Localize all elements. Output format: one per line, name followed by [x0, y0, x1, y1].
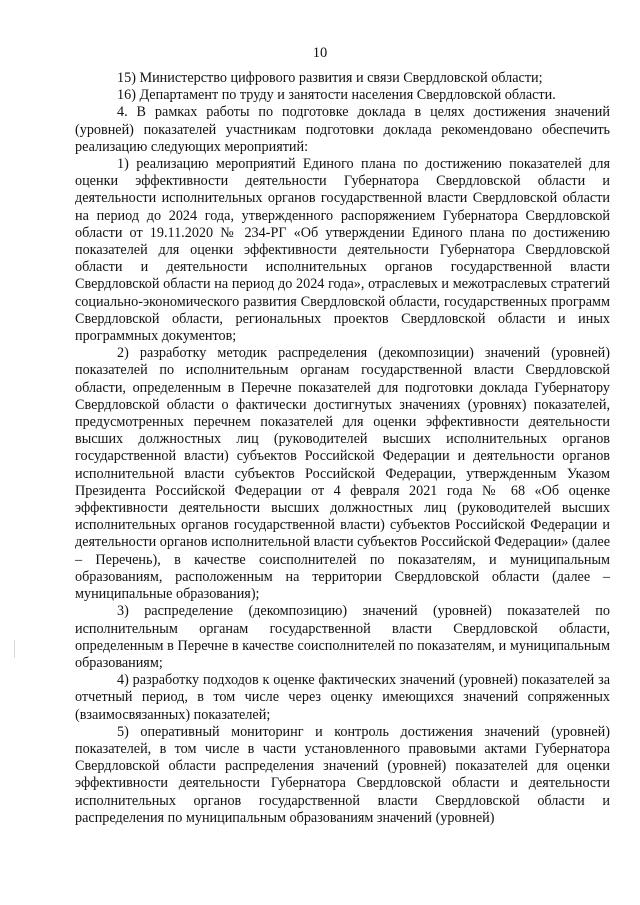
paragraph-item-15: 15) Министерство цифрового развития и связи Свердловской области;: [117, 70, 543, 86]
paragraph-section-4: 4. В рамках работы по подготовке доклада в целях достижения значений (уровней) показателей участникам подготовки доклада рекомендовано обеспечить реализацию следующих мероприятий:: [75, 104, 610, 155]
paragraph-subitem-3: 3) распределение (декомпозицию) значений (уровней) показателей по исполнительным органам государственной власти Свердловской области, определенным в Перечне в качестве соисполнителей по показателям, и муниципальным образованиям;: [75, 603, 610, 671]
page-number: 10: [312, 45, 328, 61]
document-body: [75, 70, 610, 827]
margin-mark: [14, 640, 15, 658]
paragraph-subitem-1: 1) реализацию мероприятий Единого плана по достижению показателей для оценки эффективности деятельности Губернатора Свердловской области и деятельности исполнительных органов государственной власти Свердловской области на период до 2024 года, утвержденного распоряжением Губернатора Свердловской области от 19.11.2020 № 234-РГ «Об утверждении Единого плана по достижению показателей для оценки эффективности деятельности Губернатора Свердловской области и деятельности исполнительных органов государственной власти Свердловской области на период до 2024 года», отраслевых и межотраслевых стратегий социально-экономического развития Свердловской области, государственных программ Свердловской области, региональных проектов Свердловской области и иных программных документов;: [75, 156, 610, 345]
paragraph-subitem-5: 5) оперативный мониторинг и контроль достижения значений (уровней) показателей, в том числе в части установленного правовыми актами Губернатора Свердловской области распределения значений (уровней) показателей для оценки эффективности деятельности Губернатора Свердловской области и деятельности исполнительных органов государственной власти Свердловской области и распределения по муниципальным образованиям значений (уровней): [75, 723, 610, 826]
paragraph-item-16: 16) Департамент по труду и занятости населения Свердловской области.: [117, 87, 556, 104]
paragraph-subitem-4: 4) разработку подходов к оценке фактических значений (уровней) показателей за отчетный период, в том числе через оценку имеющихся значений сопряженных (взаимосвязанных) показателей;: [75, 672, 610, 723]
paragraph-subitem-2: 2) разработку методик распределения (декомпозиции) значений (уровней) показателей по исполнительным органам государственной власти Свердловской области, определенным в Перечне показателей для подготовки доклада Губернатору Свердловской области о фактически достигнутых значениях (уровнях) показателей, предусмотренных перечнем показателей для оценки эффективности деятельности высших должностных лиц (руководителей высших исполнительных органов государственной власти) субъектов Российской Федерации и деятельности органов исполнительной власти субъектов Российской Федерации, утвержденным Указом Президента Российской Федерации от 4 февраля 2021 года № 68 «Об оценке эффективности деятельности высших должностных лиц (руководителей высших исполнительных органов государственной власти) субъектов Российской Федерации и деятельности органов исполнительной власти субъектов Российской Федерации» (далее – Перечень), в качестве соисполнителей по показателям, и муниципальным образованиям, расположенным на территории Свердловской области (далее – муниципальные образования);: [75, 345, 610, 603]
